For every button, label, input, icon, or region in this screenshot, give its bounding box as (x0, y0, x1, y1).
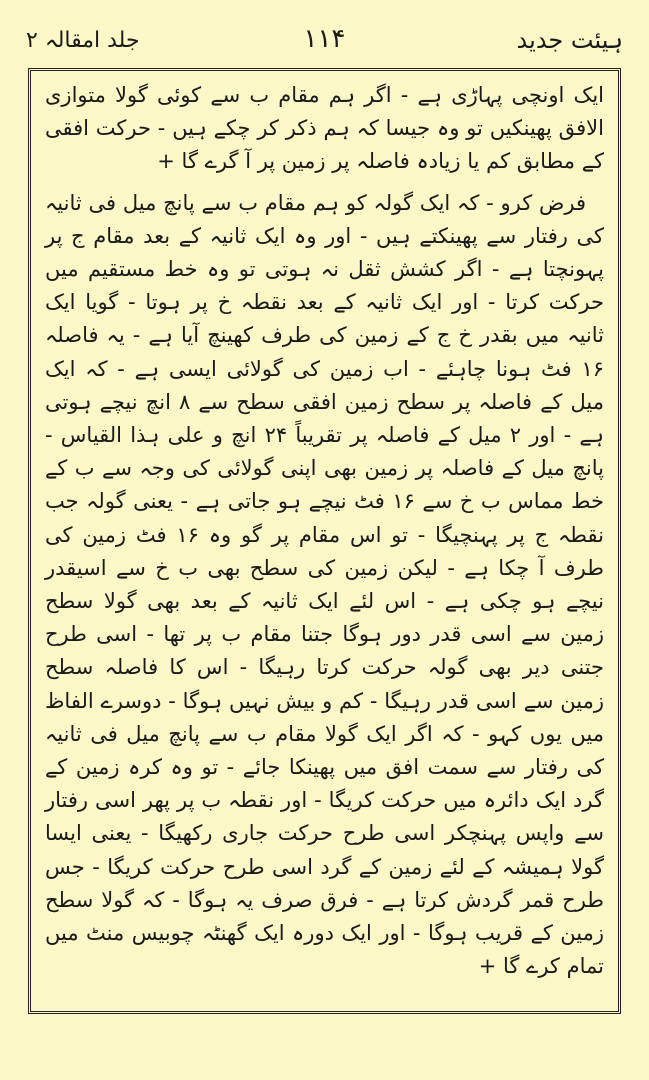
book-title: ہیئت جدید (516, 26, 623, 54)
text-frame (28, 68, 621, 1014)
page-number: ۱۱۴ (303, 24, 346, 54)
paragraph-1: ایک اونچی پہاڑی ہے - اگر ہم مقام ب سے کوئی گولا متوازی الافق پھینکیں تو وہ جیسا کہ ہم ذکر کر چکے ہیں - حرکت افقی کے مطابق کم یا زیادہ فاصلہ پر زمین پر آ گرے گا + (45, 83, 604, 174)
volume-label: جلد امقالہ ۲ (26, 28, 140, 53)
paragraph-2: فرض کرو - کہ ایک گولہ کو ہم مقام ب سے پانچ میل فی ثانیہ کی رفتار سے پھینکتے ہیں - اور وہ ایک ثانیہ کے بعد مقام ج پر پہونچتا ہے - اگر کشش ثقل نہ ہوتی تو وہ خط مستقیم میں حرکت کرتا - اور ایک ثانیہ کے بعد نقطہ خ پر ہوتا - گویا ایک ثانیہ میں بقدر خ ج کے زمین کی طرف کھینچ آیا ہے - یہ فاصلہ ۱۶ فٹ ہونا چاہئے - اب زمین کی گولائی ایسی ہے - کہ ایک میل کے فاصلہ پر سطح زمین افقی سطح سے ۸ انچ نیچے ہوتی ہے - اور ۲ میل کے فاصلہ پر تقریباً ۲۴ انچ و علی ہذا القیاس - پانچ میل کے فاصلہ پر زمین بھی اپنی گولائی کی وجہ سے ب کے خط مماس ب خ سے ۱۶ فٹ نیچے ہو جاتی ہے - یعنی گولہ جب نقطہ ج پر پہنچیگا - تو اس مقام پر گو وہ ۱۶ فٹ زمین کی طرف آ چکا ہے - لیکن زمین کی سطح بھی ب خ سے اسیقدر نیچے ہو چکی ہے - اس لئے ایک ثانیہ کے بعد بھی گولا سطح زمین سے اسی قدر دور ہوگا جتنا مقام ب پر تھا - اسی طرح جتنی دیر بھی گولہ حرکت کرتا رہیگا - اس کا فاصلہ سطح زمین سے اسی قدر رہیگا - کم و بیش نہیں ہوگا - دوسرے الفاظ میں یوں کہو - کہ اگر ایک گولا مقام ب سے پانچ میل فی ثانیہ کی رفتار سے سمت افق میں پھینکا جائے - تو وہ کرہ زمین کے گرد ایک دائرہ میں حرکت کریگا - اور نقطہ ب پر پھر اسی رفتار سے واپس پہنچکر اسی طرح حرکت جاری رکھیگا - یعنی ایسا گولا ہمیشہ کے لئے زمین کے گرد اسی طرح حرکت کریگا - جس طرح قمر گردش کرتا ہے - فرق صرف یہ ہوگا - کہ گولا سطح زمین کے قریب ہوگا - اور ایک دورہ ایک گھنٹہ چوبیس منٹ میں تمام کرے گا + (45, 190, 604, 979)
running-header (26, 22, 623, 66)
